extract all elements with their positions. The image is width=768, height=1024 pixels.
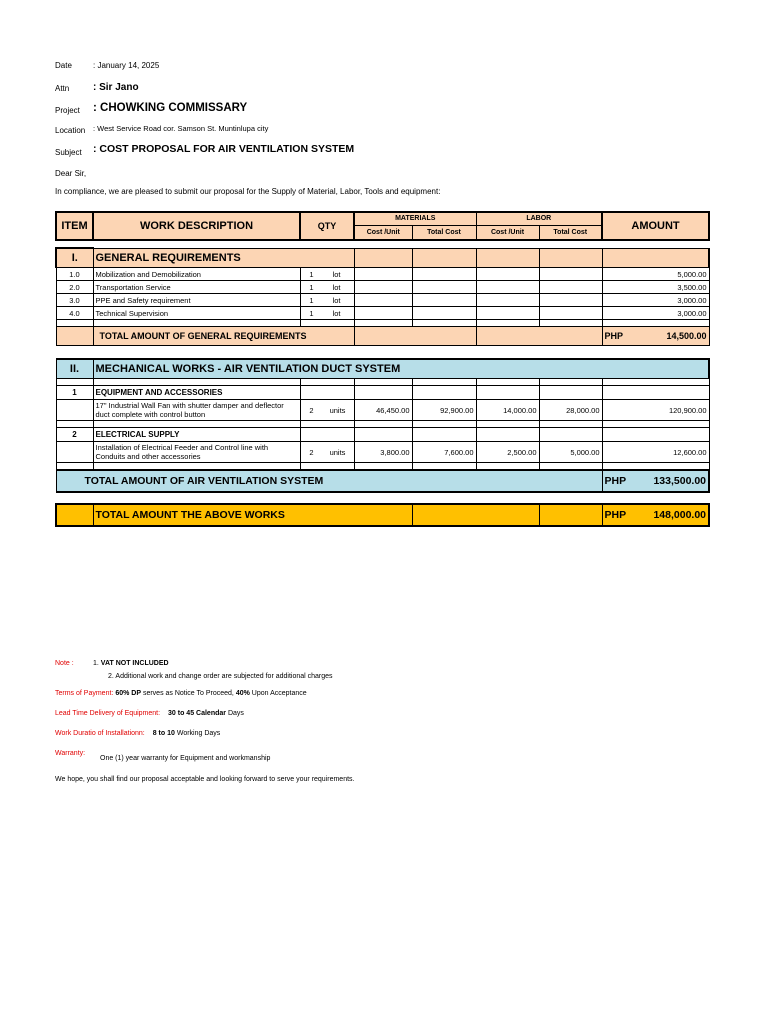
- table-row: [56, 400, 709, 421]
- subject-value: : COST PROPOSAL FOR AIR VENTILATION SYSTEM: [93, 143, 355, 155]
- mat-cost-unit: 46,450.00: [354, 400, 412, 421]
- grand-total-value: 148,000.00: [653, 509, 707, 521]
- table-row: [56, 442, 709, 463]
- lab-cost-unit: 14,000.00: [476, 400, 539, 421]
- row-amount: 3,500.00: [602, 281, 709, 294]
- payment-terms: Terms of Payment: 60% DP serves as Notice To Proceed, 40% Upon Acceptance: [55, 690, 307, 697]
- row-item: 3.0: [56, 294, 93, 307]
- section-title: MECHANICAL WORKS - AIR VENTILATION DUCT SYSTEM: [93, 359, 709, 379]
- intro-text: In compliance, we are pleased to submit our proposal for the Supply of Material, Labor, Tools and equipment:: [55, 187, 441, 196]
- note-1: 1. VAT NOT INCLUDED: [93, 660, 169, 667]
- mat-total-cost: 7,600.00: [412, 442, 476, 463]
- row-description: Technical Supervision: [93, 307, 300, 320]
- grand-total-label: TOTAL AMOUNT THE ABOVE WORKS: [93, 504, 412, 526]
- table-row: [56, 294, 709, 307]
- work-label: Work Duratio of Installationn:: [55, 730, 145, 737]
- lab-cost-unit: 2,500.00: [476, 442, 539, 463]
- lead-time: Lead Time Delivery of Equipment: 30 to 45 Calendar Days: [55, 710, 244, 717]
- row-qty: 1 lot: [300, 281, 354, 294]
- col-description-header: WORK DESCRIPTION: [93, 212, 300, 240]
- row-item: 2.0: [56, 281, 93, 294]
- mat-cost-unit: 3,800.00: [354, 442, 412, 463]
- group-number: 1: [56, 386, 93, 400]
- subject-label: Subject: [55, 148, 82, 157]
- closing-text: We hope, you shall find our proposal acceptable and looking forward to serve your requirements.: [55, 776, 355, 783]
- lead-label: Lead Time Delivery of Equipment:: [55, 710, 161, 717]
- col-mat-cost-unit: Cost /Unit: [354, 225, 412, 240]
- total-value-cell: [602, 470, 709, 492]
- total-value-cell: [602, 327, 709, 346]
- row-description: Installation of Electrical Feeder and Control line with Conduits and other accessories: [93, 442, 300, 463]
- location-value: : West Service Road cor. Samson St. Muntinlupa city: [93, 124, 269, 133]
- row-item: 4.0: [56, 307, 93, 320]
- warranty-text: One (1) year warranty for Equipment and workmanship: [100, 755, 271, 762]
- mat-total-cost: 92,900.00: [412, 400, 476, 421]
- col-lab-total-cost: Total Cost: [539, 225, 602, 240]
- row-amount: 120,900.00: [602, 400, 709, 421]
- group-equipment-accessories: [56, 386, 709, 400]
- row-description: PPE and Safety requirement: [93, 294, 300, 307]
- table-row: [56, 281, 709, 294]
- row-qty: 1 lot: [300, 294, 354, 307]
- location-label: Location: [55, 126, 86, 135]
- grand-total-row: [56, 504, 709, 526]
- col-materials-header: MATERIALS: [354, 212, 476, 225]
- table-row: [56, 268, 709, 281]
- section-number: I.: [56, 248, 93, 268]
- col-qty-header: QTY: [300, 212, 354, 240]
- section-mechanical-works: [56, 359, 709, 379]
- currency-label: PHP: [604, 331, 624, 341]
- currency-label: PHP: [604, 509, 627, 521]
- date-label: Date: [55, 61, 72, 70]
- row-description: 17" Industrial Wall Fan with shutter damper and deflector duct complete with control button: [93, 400, 300, 421]
- warranty-label: Warranty:: [55, 750, 86, 757]
- section-general-requirements: [56, 248, 709, 268]
- total-general-requirements-row: [56, 327, 709, 346]
- quotation-table: [55, 211, 710, 527]
- salutation: Dear Sir,: [55, 169, 87, 178]
- note-2: 2. Additional work and change order are subjected for additional charges: [108, 673, 333, 680]
- total-air-ventilation-row: [56, 470, 709, 492]
- note-label: Note :: [55, 660, 74, 667]
- col-labor-header: LABOR: [476, 212, 602, 225]
- attn-value: : Sir Jano: [93, 82, 139, 93]
- section-number: II.: [56, 359, 93, 379]
- total-value: 14,500.00: [666, 331, 707, 341]
- col-mat-total-cost: Total Cost: [412, 225, 476, 240]
- attn-label: Attn: [55, 84, 70, 93]
- total-label: TOTAL AMOUNT OF GENERAL REQUIREMENTS: [93, 327, 354, 346]
- row-amount: 5,000.00: [602, 268, 709, 281]
- date-value: : January 14, 2025: [93, 61, 160, 70]
- row-amount: 3,000.00: [602, 294, 709, 307]
- grand-total-value-cell: [602, 504, 709, 526]
- row-qty: 1 lot: [300, 307, 354, 320]
- col-item-header: ITEM: [56, 212, 93, 240]
- payment-label: Terms of Payment:: [55, 690, 114, 697]
- table-row: [56, 307, 709, 320]
- row-amount: 12,600.00: [602, 442, 709, 463]
- project-value: : CHOWKING COMMISSARY: [93, 102, 248, 114]
- row-item: 1.0: [56, 268, 93, 281]
- row-qty: 2 units: [300, 442, 354, 463]
- row-qty: 2 units: [300, 400, 354, 421]
- total-value: 133,500.00: [653, 475, 707, 487]
- section-title: GENERAL REQUIREMENTS: [93, 248, 354, 268]
- group-title: ELECTRICAL SUPPLY: [93, 428, 300, 442]
- group-number: 2: [56, 428, 93, 442]
- col-lab-cost-unit: Cost /Unit: [476, 225, 539, 240]
- lab-total-cost: 5,000.00: [539, 442, 602, 463]
- group-title: EQUIPMENT AND ACCESSORIES: [93, 386, 300, 400]
- row-description: Mobilization and Demobilization: [93, 268, 300, 281]
- currency-label: PHP: [604, 475, 627, 487]
- group-electrical-supply: [56, 428, 709, 442]
- col-amount-header: AMOUNT: [602, 212, 709, 240]
- work-duration: Work Duratio of Installationn: 8 to 10 Working Days: [55, 730, 221, 737]
- project-label: Project: [55, 106, 80, 115]
- total-label: TOTAL AMOUNT OF AIR VENTILATION SYSTEM: [56, 470, 602, 492]
- row-qty: 1 lot: [300, 268, 354, 281]
- lab-total-cost: 28,000.00: [539, 400, 602, 421]
- row-amount: 3,000.00: [602, 307, 709, 320]
- row-description: Transportation Service: [93, 281, 300, 294]
